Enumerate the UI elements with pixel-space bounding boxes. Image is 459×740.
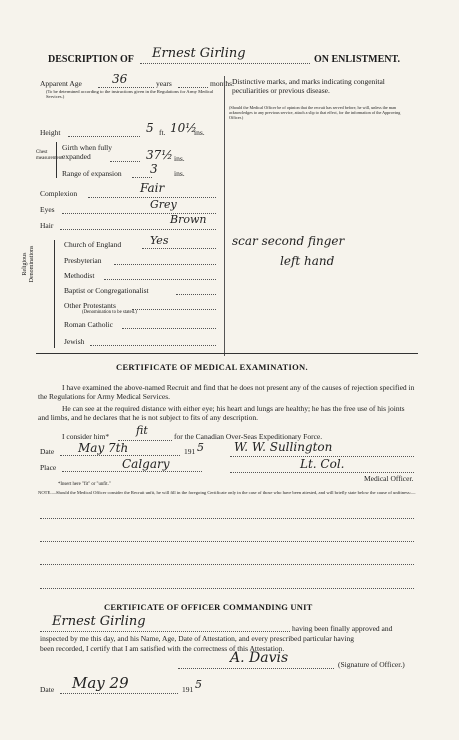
medical-certificate-title: CERTIFICATE OF MEDICAL EXAMINATION. <box>116 362 308 372</box>
chest-range-value: 3 <box>150 162 158 176</box>
religion-item-jewish: Jewish <box>64 337 85 346</box>
header-suffix: ON ENLISTMENT. <box>314 54 400 65</box>
chest-bracket <box>56 142 57 178</box>
religion-item-other-protestants: Other Protestants <box>64 301 116 310</box>
religion-item-roman-catholic: Roman Catholic <box>64 320 113 329</box>
oc-year-value: 5 <box>195 678 202 691</box>
unfit-cause-line-4 <box>40 588 414 589</box>
medical-place-label: Place <box>40 463 57 472</box>
recruit-name-line <box>140 63 310 64</box>
medical-paragraph-1: I have examined the above-named Recruit and find that he does not present any of the causes of rejection specified in the Regulations for Army Medical Services. <box>38 383 415 401</box>
oc-date-value: May 29 <box>72 674 129 692</box>
header-prefix: DESCRIPTION OF <box>48 54 134 65</box>
religion-line-methodist <box>104 279 216 280</box>
religion-group-label: Religious Denominations <box>22 245 35 283</box>
oc-recruit-signature: Ernest Girling <box>52 614 146 629</box>
medical-paragraph-2: He can see at the required distance with either eye; his heart and lungs are healthy; he has the free use of his joints and limbs, and he declares that he is not subject to fits of any description. <box>38 404 405 422</box>
religion-item-methodist: Methodist <box>64 271 95 280</box>
complexion-label: Complexion <box>40 189 78 198</box>
chest-range-line <box>132 177 152 178</box>
oc-line2: inspected by me this day, and his Name, Age, Date of Attestation, and every prescribed particular having <box>40 634 355 643</box>
medical-year-value: 5 <box>197 441 204 454</box>
religion-line-jewish <box>90 345 216 346</box>
hair-label: Hair <box>40 221 54 230</box>
religion-line-roman-catholic <box>122 328 216 329</box>
consider-value: fit <box>136 424 148 437</box>
religion-line-church-of-england <box>142 248 216 249</box>
consider-suffix: for the Canadian Over-Seas Expeditionary Force. <box>174 432 323 441</box>
medical-officer-rank: Lt. Col. <box>300 457 345 471</box>
eyes-label: Eyes <box>40 205 55 214</box>
section-divider <box>36 353 418 354</box>
age-months-line <box>178 87 208 88</box>
unfit-cause-line-1 <box>40 518 414 519</box>
distinctive-marks-heading: Distinctive marks, and marks indicating congenital peculiarities or previous disease. <box>232 77 385 95</box>
chest-girth-line <box>110 161 140 162</box>
apparent-age-years-value: 36 <box>112 72 128 86</box>
oc-recruit-line <box>40 631 290 632</box>
medical-place-line <box>62 471 202 472</box>
medical-year-prefix: 191 <box>184 447 196 456</box>
medical-officer-label: Medical Officer. <box>364 474 414 483</box>
apparent-age-months-label: months. <box>210 79 234 88</box>
age-years-line <box>98 87 154 88</box>
unfit-cause-line-3 <box>40 564 414 565</box>
column-divider <box>224 76 225 356</box>
apparent-age-note: (To be determined according to the instructions given in the Regulations for Army Medical Services.) <box>46 89 214 100</box>
oc-line3: been recorded, I certify that I am satisfied with the correctness of this Attestation. <box>40 644 285 653</box>
chest-range-unit: ins. <box>174 169 185 178</box>
height-feet-value: 5 <box>146 121 154 135</box>
oc-line1-suffix: having been finally approved and <box>292 624 393 633</box>
medical-rank-line <box>230 472 414 473</box>
religion-line-baptist <box>176 294 216 295</box>
height-inches-label: ins. <box>194 128 205 137</box>
medical-officer-signature: W. W. Sullington <box>234 440 333 454</box>
oc-year-prefix: 191 <box>182 685 194 694</box>
distinctive-marks-line2: left hand <box>280 254 335 268</box>
medical-date-label: Date <box>40 447 55 456</box>
height-label: Height <box>40 128 61 137</box>
medical-unfit-note: NOTE.—Should the Medical Officer consider the Recruit unfit, he will fill in the foregoing Certificate only in the case of those who have been attested, and will briefly state below the cause of unfitness:— <box>38 490 416 495</box>
medical-date-line <box>60 455 180 456</box>
unfit-cause-line-2 <box>40 541 414 542</box>
consider-prefix: I consider him* <box>62 432 110 441</box>
height-inches-value: 10½ <box>170 121 197 135</box>
chest-range-label: Range of expansion <box>62 169 122 178</box>
religion-line-presbyterian <box>114 264 216 265</box>
religion-other-note: (Denomination to be stated.) <box>82 310 137 315</box>
complexion-value: Fair <box>140 181 165 195</box>
religion-value-church-of-england: Yes <box>150 234 169 247</box>
height-feet-label: ft. <box>159 128 166 137</box>
height-dots <box>68 136 140 137</box>
distinctive-marks-line1: scar second finger <box>232 234 345 248</box>
religion-item-church-of-england: Church of England <box>64 240 122 249</box>
chest-group-label: Chest measurement <box>36 150 63 161</box>
recruit-name: Ernest Girling <box>152 46 246 61</box>
hair-line <box>60 229 216 230</box>
apparent-age-label: Apparent Age <box>40 79 82 88</box>
chest-girth-unit: ins. <box>174 154 185 163</box>
eyes-value: Grey <box>150 198 177 211</box>
oc-signature-line <box>178 668 334 669</box>
religion-line-other-protestants <box>132 309 216 310</box>
oc-certificate-title: CERTIFICATE OF OFFICER COMMANDING UNIT <box>104 602 313 612</box>
medical-date-value: May 7th <box>78 441 129 455</box>
medical-footnote: *Insert here "fit" or "unfit." <box>58 482 111 487</box>
oc-signature-label: (Signature of Officer.) <box>338 660 405 669</box>
religion-item-presbyterian: Presbyterian <box>64 256 102 265</box>
chest-girth-label: Girth when fully expanded <box>62 143 112 161</box>
medical-place-value: Calgary <box>122 457 170 471</box>
oc-date-line <box>60 693 178 694</box>
religion-item-baptist: Baptist or Congregationalist <box>64 286 149 295</box>
apparent-age-years-label: years <box>156 79 172 88</box>
chest-girth-value: 37½ <box>146 148 173 162</box>
oc-date-label: Date <box>40 685 55 694</box>
religion-bracket <box>54 240 55 348</box>
oc-officer-signature: A. Davis <box>230 650 289 666</box>
distinctive-marks-note: (Should the Medical Officer be of opinion that the recruit has served before, he will, unless the man acknowledges to any previous service, attach a slip to that effect, for the information of the Approving Officer.) <box>229 105 401 120</box>
hair-value: Brown <box>170 213 207 226</box>
